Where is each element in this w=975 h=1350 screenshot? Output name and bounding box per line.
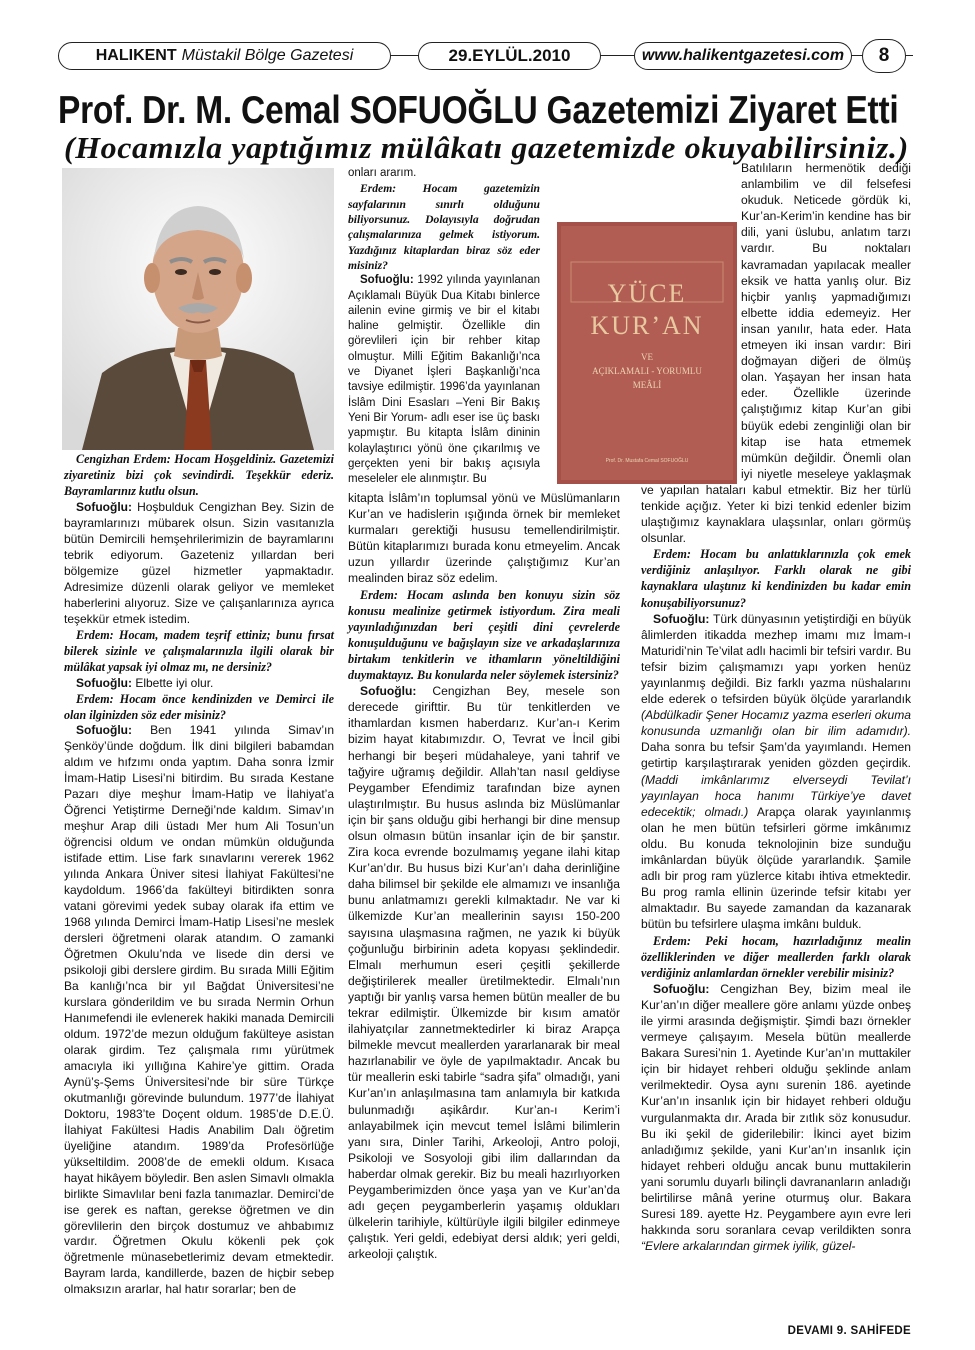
lead-text: onları ararım. — [348, 167, 417, 179]
question-7 — [641, 933, 911, 981]
question-6 — [641, 546, 911, 610]
answer-4-text: 1992 yılında yayınlanan Açıklamalı Büyük Dua Kitabı binlerce ailenin evine girmiş ve bir el kitabı haline gelmiştir. Özellikle din görevlileri için bir rehber kitap olmuştur. Milli Eğitim Bakanlığı’nca ve Diyanet İşleri Başkanlığı’nca tavsiye edilmiştir. 1996’da yayınlanan İslâm Dini Esasları –Yeni Bir Bakış Yeni Bir Yorum- adlı eser ise üç baskı yapmıştır. Bu kitapta İslâm dininin kolaylaştırıcı yönü öne çıkarılmış ve gerçekten yeni bir bakış açısıyla meseleler ele alınmıştır. Bu — [348, 274, 540, 486]
question-3 — [64, 692, 334, 724]
book-subtitle-line2: AÇIKLAMALI - YORUMLU — [592, 366, 702, 376]
speaker-label: Sofuoğlu: — [653, 611, 710, 626]
answer-4 — [348, 273, 540, 487]
answer-1-text: Hoşbulduk Cengizhan Bey. Sizin de bayramlarınızı mübarek olsun. Sizin vasıtanızla bütün Demircili hemşehrilerimizin de bayramlarını tebrik ediyorum. Gazeteniz yıllardan beri bölgemize güzel hizmetler yapmaktadır. Adresimize düzenli olarak geliyor ve memleket haberlerini alıyoruz. Size ve çalışanlarınıza ayrıca teşekkür etmek istedim. — [64, 499, 334, 626]
speaker-label: Sofuoğlu: — [653, 981, 710, 996]
paper-subtitle: Müstakil Bölge Gazetesi — [181, 47, 354, 64]
question-7-text: Erdem: Peki hocam, hazırladığınız mealin özelliklerinden ve diğer meallerden farklı olarak verdiğiniz anlamlardan örnekler verebilir misiniz? — [641, 933, 911, 980]
book-title-line2: KUR’AN — [590, 311, 704, 340]
answer-6-text-1: Türk dünyasının yetiştirdiği en büyük âlimlerden itikadda mezhep imamı mız İmam-ı Maturidi’nin Te’vilat adlı hacimli bir tefsiri vardır. Bu tefsir bizim çalışmamızı yapı yorken henüz yayınlanmış değildi. Biz farklı yazma nüshalarını elde ederek o tefsirden büyük ölçüde yararlandık — [641, 611, 911, 707]
answer-7-text: Cengizhan Bey, bizim meal ile Kur’an’ın diğer meallere göre anlamı yüzde onbeş ile yirmi arasında değişmiştir. Şimdi bazı örnekler vermeye çalışayım. Mesela bütün meallerde Bakara Suresi’nin 1. Ayetinde Kur’an’ın muttakiler için bir hidayet rehberi olduğu şeklinde anlam verilmektedir. Oysa aynı surenin 186. ayetinde Kur’an’ın insanlık için bir hidayet rehberi olduğu vurgulanmakta dır. Arada bir zıtlık söz konusudur. Bu iki şekil de giderilebilir: İkinci ayet bizim anladığımız şekilde, yani Kur’an’ın insanlık için hidayet rehberi olduğu ancak bunu muttakilerin yani sorumlu duyarlı bilinçli davrananların anladığı belirtilirse mânâ yerine oturmuş olur. Bakara Suresi 189. ayette Hz. Peygambere ayın evre leri hakkında soru soranlara cevap verildikten sonra — [641, 981, 911, 1238]
headline: Prof. Dr. M. Cemal SOFUOĞLU Gazetemizi Ziyaret Etti — [58, 89, 899, 132]
portrait-photo — [62, 168, 334, 450]
answer-3-text: Ben 1941 yılında Simav’ın Şenköy’ünde doğdum. İlk dini bilgileri babamdan aldım ve hıfzımı onda yaptım. Daha sonra İzmir İmam-Hatip Lisesi’ni bitirdim. Bu sırada Kestane Pazarı diye meşhur İmam-Hatip ve İlahiyat’a Öğrenci Yetiştirme Derneği’nde kaldım. Simav’ın meşhur Arap dili üstadı Mer hum Ali Tosun’un öğrencisi oldum ve ondan mümkün olduğunda istifade ettim. Lise fark sınavlarını vererek 1962 yılında Ankara Üniver sitesi İlahiyat Fakültesi’ne kaydoldum. 1966’da fakülteyi bitirdikten sonra vatani görevimi yedek subay olarak ifa ettim ve 1968 yılında Demirci İmam-Hatip Lisesi’ne meslek dersleri öğretmeni olarak atandım. O zamanki Öğretmen Okulu’nda ve lisede din dersi ve psikoloji gibi derslere girdim. Bu sırada Milli Eğitim Ba kanlığı’nca bir yıl Bağdat Üniversitesi’ne kurslara gönderildim ve bu sırada Nermin Orhun Hanımefendi ile evlenerek hakiki manada Demircili oldum. 1972’de mezun olduğum fakülteye asistan olarak girdim. Tez çalışmala rımı yürütmek amacıyla iki yıllığına Kahire’ye gittim. Orada Aynü’ş-Şems Üniversitesi’nde bir süre Türkçe okutmanlığı görevinde bulundum. 1977’de İlahiyat Doktoru, 1983’te Doçent oldum. 1985’de D.E.Ü. İlahiyat Fakültesi Hadis Anabilim Dalı öğretim üyeliğine atandım. 1989’da Profesörlüğe yükseltildim. 2008’de de emekli oldum. Kısaca hayat hikâyem böyledir. Ben aslen Simavlı olmakla birlikte Simavlılar beni fazla tanımazlar. Demirci’de ise gerek es naftan, gerekse öğretmen ve din görevlilerin den birçok dostumuz ve ahbabımız vardır. Öğretmen Okulu kökenli pek çok öğretmenle münasebetlerimiz devam etmektedir. Bayram larda, kandillerde, bazen de hiçbir sebep olmaksızın ararlar, hal hatır sorarlar; ben de — [64, 723, 334, 1297]
book-title-line1: YÜCE — [607, 279, 687, 308]
answer-1 — [64, 500, 334, 628]
portrait-illustration — [62, 168, 334, 450]
speaker-label: Sofuoğlu: — [76, 499, 132, 514]
question-2 — [64, 628, 334, 676]
book-wrap-space — [641, 160, 741, 480]
question-1-text: Cengizhan Erdem: Hocam Hoşgeldiniz. Gazetemizi ziyaretiniz bizi çok sevindirdi. Teşekkür ederiz. Bayramlarınız kutlu olsun. — [64, 452, 334, 498]
website-link[interactable]: www.halikentgazetesi.com — [634, 42, 852, 70]
answer-6 — [641, 611, 911, 933]
answer-6-italic-2: (Maddi imkânlarımız elverseydi Tevilat’ı yayınlayan hoca hanımı Türkiye’ye davet edecektik; olmadı.) — [641, 772, 911, 819]
question-2-text: Erdem: Hocam, madem teşrif ettiniz; bunu fırsat bilerek sizinle ve çalışmalarınızla ilgili olarak bir mülâkat yapsak iyi olmaz mı, ne dersiniz? — [64, 627, 334, 674]
question-1 — [64, 452, 334, 500]
answer-4-continued: kitapta İslâm’ın toplumsal yönü ve Müslümanların Kur’an ve hadislerin ışığında örnek bir memleket kurmaları gerektiği hususu temellendirilmiştir. Bütün kitaplarımızı burada konu etmeyelim. Ancak uzun yıllardır üzerinde çalıştığımız Kur’an mealinden biraz söz edelim. — [348, 491, 620, 586]
page-number: 8 — [862, 39, 906, 73]
answer-2 — [64, 676, 334, 692]
speaker-label: Sofuoğlu: — [360, 274, 414, 287]
question-5-text: Erdem: Hocam aslında ben konuyu sizin söz konusu mealinize getirmek istiyordum. Zira meali yayınladığınızdan beri çeşitli dini çevrelerde konuşulduğunu ve bağışlayın size ve arkadaşlarınıza birtakım tenkitlerin ve ithamların yöneltildiğini duymaktayız. Bu konularda neler söylemek istersiniz? — [348, 587, 620, 683]
column-1 — [64, 452, 334, 1298]
question-5 — [348, 587, 620, 684]
answer-6-text-2: Daha sonra bu tefsir Şam’da yayımlandı. Hemen getirtip karşılaştırarak yeniden gözden geçirdik. — [641, 740, 911, 771]
question-6-text: Erdem: Hocam bu anlattıklarınızla çok emek verdiğiniz anlaşılıyor. Farklı olarak ne gibi kaynaklara ulaştınız ki kendinizden bu kadar emin konuşabiliyorsunuz? — [641, 547, 911, 610]
issue-date: 29.EYLÜL.2010 — [418, 42, 601, 70]
answer-2-text: Elbette iyi olur. — [131, 675, 214, 690]
column-2-lower — [348, 490, 620, 1263]
answer-5 — [348, 683, 620, 1262]
column-3 — [641, 160, 911, 1254]
paper-name: HALIKENT — [95, 47, 177, 64]
question-4-text: Erdem: Hocam gazetemizin sayfalarının sınırlı olduğunu biliyorsunuz. Dolayısıyla doğrudan çalışmalarınıza gelmek istiyorum. Yazdığınız kitaplardan biraz söz eder misiniz? — [348, 182, 540, 272]
book-subtitle-line3: MEÂLİ — [632, 380, 662, 390]
subheadline: (Hocamızla yaptığımız mülâkatı gazetemizde okuyabilirsiniz.) — [64, 131, 909, 165]
answer-6-italic-1: (Abdülkadir Şener Hocamız yazma eserleri okuma konusunda uzmanlığı olan bir ilim adamıdır). — [641, 708, 911, 739]
paper-name-badge — [58, 42, 391, 70]
column-2-upper — [348, 166, 540, 488]
book-subtitle-line1: VE — [641, 352, 653, 362]
answer-7 — [641, 981, 911, 1255]
answer-5-continued: Batılıların hermenötik dediği anlambilim ve dil felsefesi okuduk. Neticede gördük ki, Kur’an-Kerim’in kendine has bir dili, yani üslubu, anlatım tarzı vardır. Bu noktaları kavramadan yapılacak mealler eksik ve hatta yanlış olur. Biz hiçbir yanlış yapmadığımızı elbette iddia edemeyiz. Her insan yanılır, hata eder. Hata etmeyen iki insan vardır: Biri doğmayan diğeri de ölmüş olan. Yaşayan her insan hata eder. Özellikle üzerinde çalıştığımız kitap Kur’an gibi büyük edebi zenginliği olan bir kitap ise hata etmemek mümkün değildir. Önemli olan iyi niyetle meseleye yaklaşmak ve yapılan hataları kabul etmektir. Biz her türlü tenkide açığız. Yeter ki bizi tenkid edenler bizim ulaştığımız kaynaklara ulaşsınlar, onları görmüş olsunlar. — [641, 161, 911, 546]
continued-notice[interactable]: DEVAMI 9. SAHİFEDE — [787, 1325, 911, 1337]
question-3-text: Erdem: Hocam önce kendinizden ve Demirci ile olan ilginizden söz eder misiniz? — [64, 691, 334, 722]
answer-7-italic: “Evlere arkalarından girmek iyilik, güzel- — [641, 1239, 856, 1254]
answer-5-text: Cengizhan Bey, mesele son derecede girifttir. Bu tür tenkitlerden ve ithamlardan kısmen haberdarız. Kur’an-ı Kerim bizim hayat kitabımızdır. O, Tevrat ve İncil gibi herhangi bir beşeri müdahaleye, yani tahrif ve tağyire uğramış değildir. Allah’tan nasıl geldiyse Peygamber Efendimiz tarafından bize aynen ulaştırılmıştır. Bu husus aslında biz Müslümanlar için bir şans olduğu gibi herhangi bir dine mensup olsun olmasın bütün insanlar için de bir şanstır. Zira koca evrende bozulmamış yegane ilahi kitap Kur’an’dır. Bu husus bizi Kur’an’ı daha derinliğine daha bilimsel bir şekilde ele almamızı ve insanlığa bunu anlatmamızı gerekli kılmaktadır. Ne var ki ülkemizde Kur’an meallerinin sayısı 150-200 sayısına ulaşmasına rağmen, ne yazık ki büyük çoğunluğu birbirinin adeta kopyası şeklindedir. Elmalı merhumun eseri çeşitli şekillerde değiştirilerek mealler üretilmektedir. Elmalı’nın yaptığı bir yanlış varsa hemen bütün mealler de bu tekrar edilmiştir. Ülkemizde bir kısım amatör ilahiyatçılar zannetmektedirler ki biraz Arapça bilmekle mevcut meallerden yararlanarak bir meal hazırlanabilir ve öyle de yapılmaktadır. Ancak bu tür meallerin eski tabirle “sadra şifa” olmadığı, yani Kur’an’ın anlaşılmasına tam anlamıyla bir katkıda bulunmadığı aşikârdır. Kur’an-ı Kerim’i anlayabilmek için mevcut temel İslâmi bilimlerin yanı sıra, Dinler Tarihi, Arkeoloji, Antro poloji, Psikoloji ve Sosyoloji gibi ilim dallarından da haberdar olmak gerekir. Biz bu meali hazırlıyorken Peygamberimizden önce yaşa yan ve Kur’an’da adı geçen peygamberlerin yaşamış oldukları ülkelerin tarihiyle, kültürüyle ilgili bilgiler edinmeye çalıştık. Yeri geldi, edebiyat dersi aldık; yeri geldi, arkeoloji çalıştık. — [348, 684, 620, 1262]
answer-3 — [64, 723, 334, 1298]
answer-6-text-3: Arapça olarak yayınlanmış olan he men bütün tefsirleri görme imkânımız oldu. Bu konuda teknolojinin bize sunduğu imkânlardan büyük ölçüde yararlandık. Şamile adlı bir prog ram yüzlerce kitabı ihtiva etmektedir. Bu prog ramla ellinin üzerinde tefsir kitabı yer almaktadır. Bu sayede zamandan da kazanarak bütün bu tefsirlere ulaşma imkânı bulduk. — [641, 804, 911, 932]
question-4 — [348, 181, 540, 273]
book-author: Prof. Dr. Mustafa Cemal SOFUOĞLU — [605, 458, 689, 464]
speaker-label: Sofuoğlu: — [360, 684, 417, 699]
speaker-label: Sofuoğlu: — [76, 723, 132, 738]
speaker-label: Sofuoğlu: — [76, 675, 132, 690]
